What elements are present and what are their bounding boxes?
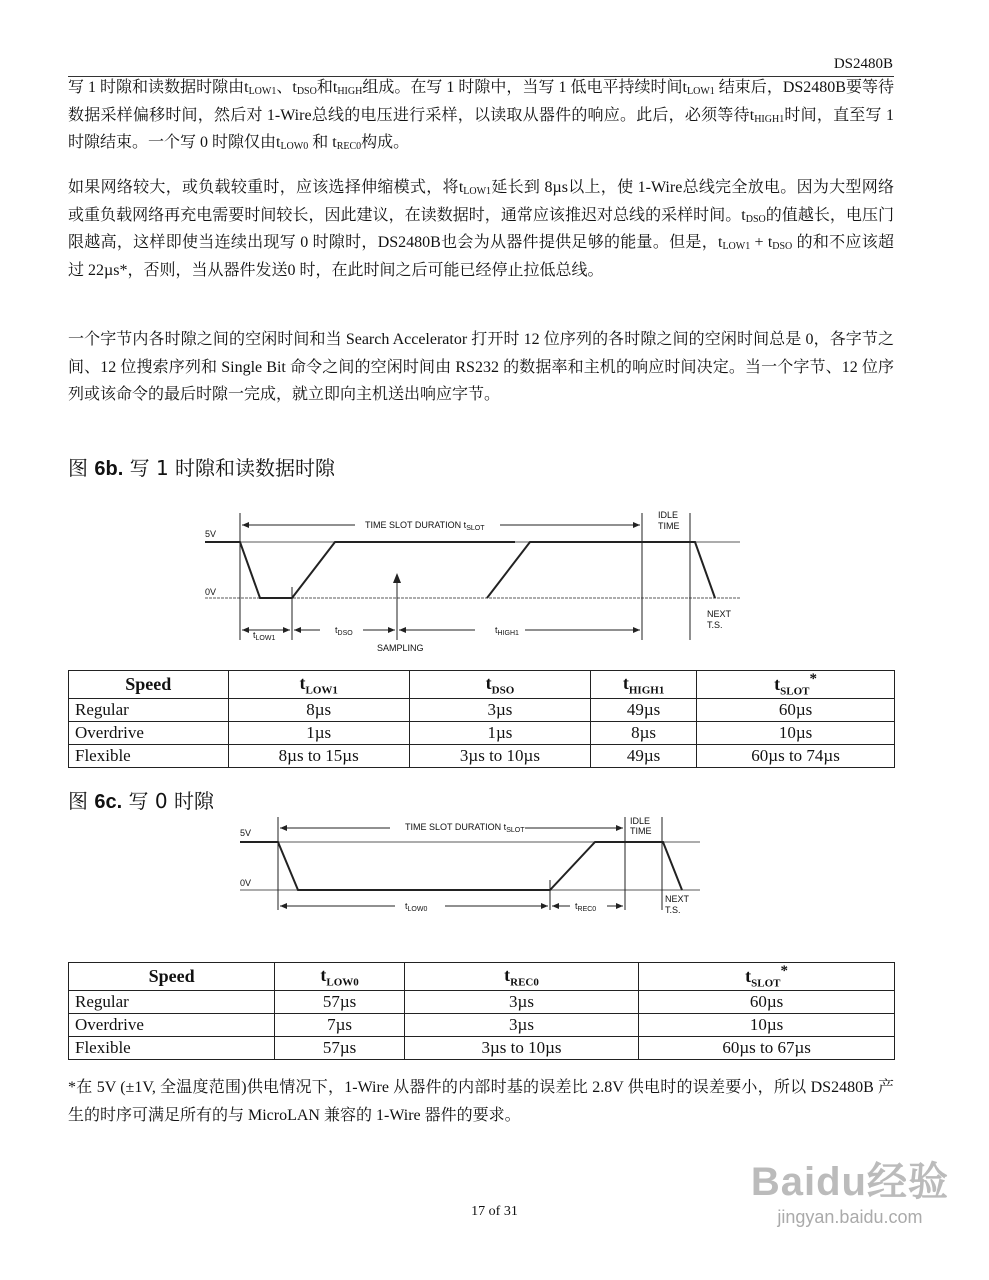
text-run: 时间，直至写 1 时隙结束。一个写 0 时隙仅由t bbox=[68, 106, 894, 151]
svg-text:tHIGH1: $t_{HIGH1}$ bbox=[495, 625, 519, 637]
svg-text:TIME SLOT DURATION tSLOT: TIME SLOT DURATION $t_{SLOT}$ bbox=[405, 822, 525, 834]
paragraph-3 bbox=[68, 326, 894, 409]
table-cell: 10µs bbox=[697, 721, 895, 744]
column-header: $t_{SLOT}^*$ bbox=[639, 963, 895, 991]
text-run: 结束后，DS2480B要等待数据采样偏移时间，然后对 1-Wire总线的电压进行采样，以读取从器件的响应。此后，必须等待t bbox=[68, 79, 894, 124]
svg-text:NEXT: NEXT bbox=[707, 609, 732, 619]
svg-text:SAMPLING: SAMPLING bbox=[377, 643, 424, 653]
table-cell: 3µs to 10µs bbox=[404, 1036, 638, 1059]
table-cell: 1µs bbox=[228, 721, 409, 744]
figure-6c-diagram bbox=[225, 812, 705, 922]
table-6c-timing bbox=[68, 962, 895, 1060]
svg-text:0V: 0V bbox=[205, 587, 217, 597]
table-cell: 1µs bbox=[409, 721, 590, 744]
text-run: 的和不应该超过 22µs*，否则，当从器件发送0 时，在此时间之后可能已经停止拉低总线。 bbox=[68, 234, 894, 279]
table-cell: 49µs bbox=[591, 744, 697, 767]
svg-text:tLOW1: $t_{LOW1}$ bbox=[253, 630, 276, 642]
table-cell: 57µs bbox=[275, 1036, 404, 1059]
svg-text:T.S.: T.S. bbox=[665, 905, 681, 915]
table-cell: Regular bbox=[69, 990, 275, 1013]
watermark bbox=[751, 1150, 949, 1228]
svg-text:5V: 5V bbox=[240, 828, 252, 838]
table-cell: Overdrive bbox=[69, 1013, 275, 1036]
text-run: 构成。 bbox=[361, 134, 410, 151]
table-cell: 3µs bbox=[409, 698, 590, 721]
table-cell: 8µs to 15µs bbox=[228, 744, 409, 767]
column-header: $t_{SLOT}^*$ bbox=[697, 671, 895, 699]
footnote: *在 5V (±1V, 全温度范围)供电情况下，1-Wire 从器件的内部时基的误差比 2.8V 供电时的误差要小，所以 DS2480B 产生的时序可满足所有的与 MicroLAN 兼容的 1-Wire 器件的要求。 bbox=[68, 1079, 894, 1124]
svg-text:0V: 0V bbox=[240, 878, 252, 888]
table-cell: 8µs bbox=[228, 698, 409, 721]
svg-text:IDLE: IDLE bbox=[658, 510, 679, 520]
column-header: $t_{LOW1}$ bbox=[228, 671, 409, 699]
paragraph-2 bbox=[68, 174, 894, 284]
table-row bbox=[69, 1013, 895, 1036]
table-cell: Flexible bbox=[69, 744, 229, 767]
svg-text:TIME: TIME bbox=[658, 521, 680, 531]
watermark-brand: Baidu经验 bbox=[750, 1160, 949, 1204]
table-cell: 8µs bbox=[591, 721, 697, 744]
table-cell: 10µs bbox=[639, 1013, 895, 1036]
svg-text:tREC0: $t_{REC0}$ bbox=[575, 901, 597, 913]
table-cell: 7µs bbox=[275, 1013, 404, 1036]
svg-text:IDLE: IDLE bbox=[630, 816, 651, 826]
column-header: Speed bbox=[69, 963, 275, 991]
subscript: HIGH1 bbox=[754, 113, 785, 125]
table-header-row bbox=[69, 671, 895, 699]
table-cell: 3µs to 10µs bbox=[409, 744, 590, 767]
slot-label: TIME SLOT DURATION $t_{SLOT}$ bbox=[365, 520, 485, 532]
column-header: $t_{HIGH1}$ bbox=[591, 671, 697, 699]
subscript: LOW1 bbox=[248, 86, 277, 97]
table-cell: 3µs bbox=[404, 990, 638, 1013]
text-run: 组成。在写 1 时隙中，当写 1 低电平持续时间t bbox=[362, 79, 687, 96]
table-cell: 57µs bbox=[275, 990, 404, 1013]
subscript: DSO bbox=[296, 86, 317, 97]
column-header: $t_{LOW0}$ bbox=[275, 963, 404, 991]
subscript: DSO bbox=[772, 241, 793, 252]
subscript: DSO bbox=[745, 213, 766, 225]
table-cell: 60µs to 74µs bbox=[697, 744, 895, 767]
column-header: $t_{DSO}$ bbox=[409, 671, 590, 699]
table-cell: 49µs bbox=[591, 698, 697, 721]
table-cell: 3µs bbox=[404, 1013, 638, 1036]
table-row bbox=[69, 721, 895, 744]
svg-text:tDSO: $t_{DSO}$ bbox=[335, 625, 353, 637]
svg-text:5V: 5V bbox=[205, 529, 217, 539]
subscript: LOW1 bbox=[722, 241, 751, 252]
table-cell: Regular bbox=[69, 698, 229, 721]
subscript: LOW0 bbox=[280, 141, 309, 152]
watermark-url: jingyan.baidu.com bbox=[777, 1207, 923, 1227]
table-row bbox=[69, 1036, 895, 1059]
svg-text:T.S.: T.S. bbox=[707, 620, 723, 630]
text-run: 的值越长，电压门限越高，这样即使当连续出现写 0 时隙时，DS2480B也会为从器件提供足够的能量。但是，t bbox=[68, 206, 894, 251]
column-header: $t_{REC0}$ bbox=[404, 963, 638, 991]
table-cell: 60µs bbox=[639, 990, 895, 1013]
text-run: 和 t bbox=[308, 134, 337, 151]
table-cell: 60µs to 67µs bbox=[639, 1036, 895, 1059]
table-cell: Overdrive bbox=[69, 721, 229, 744]
page-number: 17 of 31 bbox=[471, 1204, 518, 1219]
text-run: 写 1 时隙和读数据时隙由t bbox=[68, 79, 249, 96]
figure-6b-title: 图 6b. 写 1 时隙和读数据时隙 bbox=[68, 456, 336, 480]
text-run: 延长到 8µs以上，使 1-Wire总线完全放电。因为大型网络或重负载网络再充电需要时间较长，因此建议，在读数据时，通常应该推迟对总线的采样时间。t bbox=[68, 179, 894, 224]
text-run: 和t bbox=[316, 79, 338, 96]
text-run: 、t bbox=[276, 79, 297, 96]
figure-6c-title: 图 6c. 写 0 时隙 bbox=[68, 789, 214, 813]
svg-text:NEXT: NEXT bbox=[665, 894, 690, 904]
waveform bbox=[240, 842, 682, 890]
text-run: 如果网络较大，或负载较重时，应该选择伸缩模式，将t bbox=[68, 179, 464, 196]
table-cell: Flexible bbox=[69, 1036, 275, 1059]
table-header-row bbox=[69, 963, 895, 991]
table-row bbox=[69, 698, 895, 721]
text-run: 一个字节内各时隙之间的空闲时间和当 Search Accelerator 打开时 12 位序列的各时隙之间的空闲时间总是 0，各字节之间、12 位搜索序列和 Single Bit 命令之间的空闲时间由 RS232 的数据率和主机的响应时间决定。当一个字节、12 位序列或该命令的最后时隙一完成，就立即向主机送出响应字节。 bbox=[68, 331, 894, 403]
table-6b-timing bbox=[68, 670, 895, 768]
document-id: DS2480B bbox=[833, 56, 893, 72]
text-run: + t bbox=[750, 234, 773, 251]
subscript: REC0 bbox=[336, 141, 362, 152]
column-header: Speed bbox=[69, 671, 229, 699]
svg-text:TIME: TIME bbox=[630, 826, 652, 836]
table-cell: 60µs bbox=[697, 698, 895, 721]
paragraph-1 bbox=[68, 74, 894, 157]
subscript: LOW1 bbox=[687, 86, 715, 97]
table-row bbox=[69, 744, 895, 767]
subscript: LOW1 bbox=[463, 186, 492, 197]
subscript: HIGH bbox=[337, 86, 363, 97]
svg-text:tLOW0: $t_{LOW0}$ bbox=[405, 901, 428, 913]
table-row bbox=[69, 990, 895, 1013]
figure-6b-diagram bbox=[195, 505, 755, 655]
sampling-arrow bbox=[393, 573, 401, 583]
waveform bbox=[205, 542, 515, 598]
